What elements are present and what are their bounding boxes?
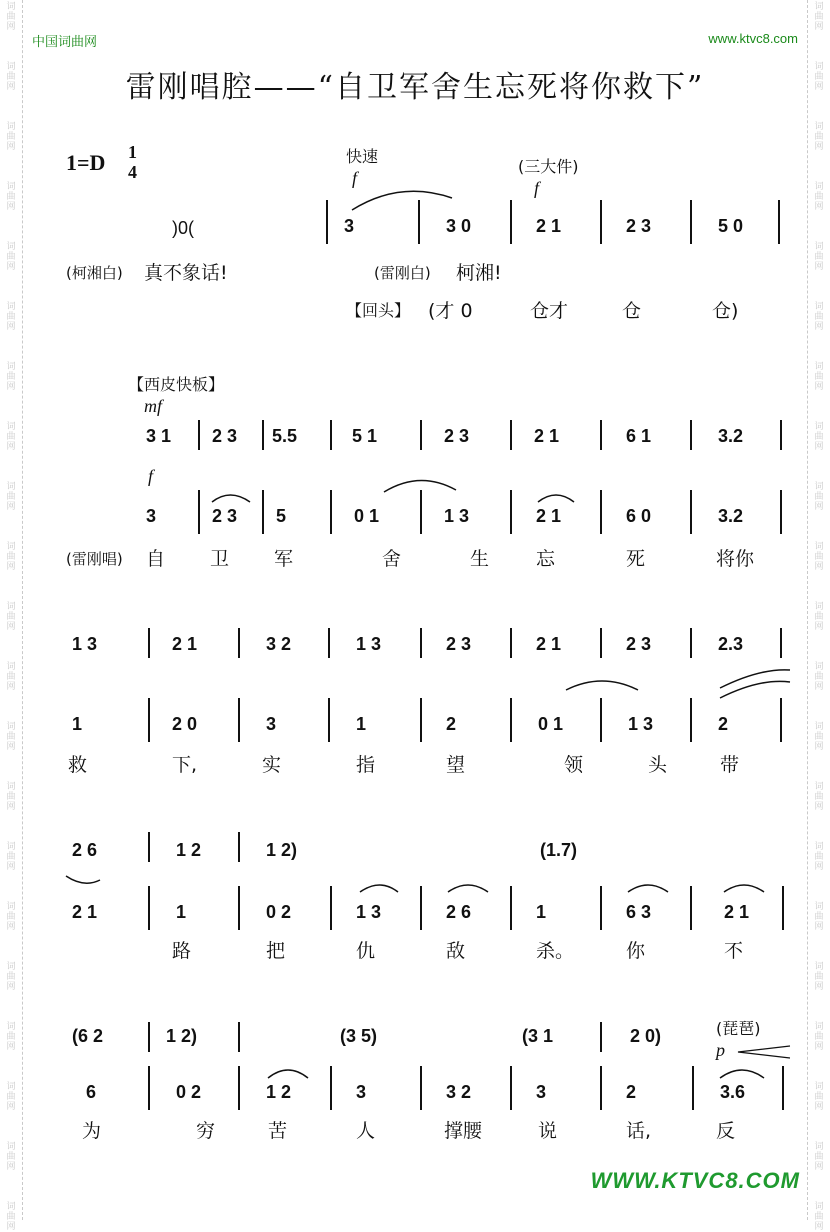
note: 2 3: [626, 216, 652, 236]
huitou-label: 【回头】: [346, 301, 411, 320]
lyric-syllable: 杀。: [536, 940, 575, 962]
lyric-syllable: 仇: [356, 940, 376, 962]
time-signature: 1 4: [128, 142, 137, 182]
note: 3 0: [446, 216, 472, 236]
accomp-note: 2 3: [212, 426, 238, 446]
barline: [692, 1066, 694, 1110]
accomp-note: 2 3: [446, 634, 472, 654]
barline: [420, 1066, 422, 1110]
vocal-note: 1: [536, 902, 547, 922]
side-watermark-text: 词 曲 网: [814, 602, 824, 632]
side-watermark-text: 词 曲 网: [6, 962, 16, 992]
lyric-syllable: 把: [266, 940, 286, 962]
lyric-syllable: 指: [356, 754, 376, 776]
side-watermark-text: 词 曲 网: [6, 302, 16, 332]
barline: [510, 1066, 512, 1110]
barline: [420, 698, 422, 742]
vocal-note: 3.2: [718, 506, 744, 526]
vocal-note: 2: [446, 714, 457, 734]
vocal-note: 1 3: [628, 714, 654, 734]
barline: [600, 200, 602, 244]
barline: [780, 490, 782, 534]
side-watermark-text: 词 曲 网: [814, 782, 824, 812]
barline: [510, 420, 512, 450]
barline: [148, 628, 150, 658]
barline: [510, 200, 512, 244]
side-watermark-text: 词 曲 网: [814, 1082, 824, 1112]
lyric-syllable: 苦: [268, 1120, 288, 1142]
vocal-note: 1 2: [266, 1082, 292, 1102]
vocal-note: 0 1: [538, 714, 564, 734]
accomp-note: 1 3: [356, 634, 382, 654]
vocal-note: 3: [266, 714, 277, 734]
barline: [690, 628, 692, 658]
side-watermark-text: 词 曲 网: [6, 62, 16, 92]
lyric-syllable: 生: [470, 548, 490, 570]
vocal-note: 2 0: [172, 714, 198, 734]
accomp-note: (3 5): [340, 1026, 378, 1046]
barline: [510, 628, 512, 658]
spoken-line-2: 柯湘!: [456, 262, 502, 284]
percussion-syllable: 仓: [622, 300, 642, 322]
accomp-note: 3.2: [718, 426, 744, 446]
vocal-note: 2: [718, 714, 729, 734]
lyric-syllable: 不: [724, 940, 744, 962]
side-watermark-text: 词 曲 网: [814, 62, 824, 92]
vocal-note: 6 0: [626, 506, 652, 526]
side-watermark-text: 词 曲 网: [814, 1202, 824, 1232]
barline: [148, 1022, 150, 1052]
section-label-xipi: 【西皮快板】: [128, 375, 225, 394]
side-watermark-text: 词 曲 网: [814, 722, 824, 752]
lyric-syllable: 路: [172, 940, 192, 962]
accomp-note: 2.3: [718, 634, 744, 654]
vocal-note: 1 3: [356, 902, 382, 922]
vocal-note: 0 2: [176, 1082, 202, 1102]
note: 5 0: [718, 216, 744, 236]
side-watermark-text: 词 曲 网: [6, 1142, 16, 1172]
lyric-syllable: 死: [626, 548, 646, 570]
side-watermark-text: 词 曲 网: [6, 422, 16, 452]
side-watermark-text: 词 曲 网: [6, 242, 16, 272]
barline: [600, 1022, 602, 1052]
accomp-note: 3 1: [146, 426, 172, 446]
side-watermark-text: 词 曲 网: [814, 902, 824, 932]
vocal-note: 1: [176, 902, 187, 922]
vocal-note: 3.6: [720, 1082, 746, 1102]
side-watermark-text: 词 曲 网: [6, 182, 16, 212]
side-watermark-text: 词 曲 网: [814, 242, 824, 272]
side-watermark-text: 词 曲 网: [814, 962, 824, 992]
side-watermark-text: 词 曲 网: [814, 1142, 824, 1172]
note: 2 1: [536, 216, 562, 236]
lyric-syllable: 舍: [382, 548, 402, 570]
lyric-syllable: 军: [274, 548, 294, 570]
side-watermark-text: 词 曲 网: [6, 362, 16, 392]
accomp-note: 2 3: [444, 426, 470, 446]
barline: [148, 698, 150, 742]
note: 3: [344, 216, 355, 236]
lyric-syllable: 撑腰: [444, 1120, 483, 1142]
barline: [420, 490, 422, 534]
lyric-syllable: 穷: [196, 1120, 216, 1142]
dynamic-f-2: f: [534, 178, 540, 198]
vocal-note: 6 3: [626, 902, 652, 922]
side-watermark-text: 词 曲 网: [6, 662, 16, 692]
lyric-syllable: 领: [564, 754, 584, 776]
lyric-syllable: 下,: [172, 754, 198, 776]
barline: [238, 886, 240, 930]
site-url-right: www.ktvc8.com: [708, 31, 798, 46]
footer-watermark: WWW.KTVC8.COM: [590, 1168, 800, 1193]
accomp-note: 3 2: [266, 634, 292, 654]
barline: [148, 1066, 150, 1110]
barline: [328, 698, 330, 742]
lyric-syllable: 实: [262, 754, 282, 776]
barline: [690, 420, 692, 450]
lyric-syllable: 话,: [626, 1120, 652, 1142]
barline: [262, 490, 264, 534]
barline: [326, 200, 328, 244]
side-watermark-text: 词 曲 网: [6, 1022, 16, 1052]
side-watermark-text: 词 曲 网: [814, 482, 824, 512]
side-watermark-text: 词 曲 网: [6, 842, 16, 872]
accomp-note: 5.5: [272, 426, 298, 446]
dynamic-f-3: f: [148, 466, 154, 486]
barline: [330, 420, 332, 450]
accomp-note: 1 2): [266, 840, 298, 860]
barline: [418, 200, 420, 244]
vocal-note: 2: [626, 1082, 637, 1102]
side-watermark-text: 词 曲 网: [6, 782, 16, 812]
barline: [262, 420, 264, 450]
vocal-note: 2 1: [536, 506, 562, 526]
accomp-note: 2 1: [172, 634, 198, 654]
side-watermark-text: 词 曲 网: [814, 362, 824, 392]
lyric-syllable: 卫: [210, 548, 230, 570]
barline: [238, 1066, 240, 1110]
vocal-note: 2 6: [446, 902, 472, 922]
barline: [148, 886, 150, 930]
lyric-syllable: 救: [68, 754, 88, 776]
barline: [782, 1066, 784, 1110]
key-signature: 1=D: [66, 150, 106, 175]
vocal-note: 1: [356, 714, 367, 734]
barline: [690, 490, 692, 534]
vocal-note: 0 1: [354, 506, 380, 526]
vocal-note: 3: [356, 1082, 367, 1102]
accomp-note: 5 1: [352, 426, 378, 446]
barline: [420, 886, 422, 930]
vocal-note: 6: [86, 1082, 97, 1102]
vocal-note: 3 2: [446, 1082, 472, 1102]
barline: [420, 420, 422, 450]
barline: [328, 628, 330, 658]
barline: [690, 200, 692, 244]
side-watermark-text: 词 曲 网: [814, 842, 824, 872]
dynamic-mf: mf: [144, 396, 162, 416]
vocal-note: 3: [536, 1082, 547, 1102]
speaker-leigang: (雷刚白): [374, 264, 431, 282]
barline: [780, 698, 782, 742]
percussion-syllable: (才 0: [428, 300, 473, 322]
instrument-note-pipa: (琵琶): [716, 1019, 761, 1038]
side-watermark-text: 词 曲 网: [6, 722, 16, 752]
spoken-line-1: 真不象话!: [144, 262, 228, 284]
vocal-note: 0 2: [266, 902, 292, 922]
side-watermark-text: 词 曲 网: [814, 542, 824, 572]
percussion-syllable: 仓): [712, 300, 739, 322]
tempo-marking: 快速: [346, 147, 379, 166]
barline: [198, 420, 200, 450]
barline: [600, 698, 602, 742]
percussion-syllable: 仓才: [530, 300, 569, 322]
side-watermark-text: 词 曲 网: [6, 902, 16, 932]
side-watermark-text: 词 曲 网: [814, 422, 824, 452]
barline: [330, 1066, 332, 1110]
barline: [330, 490, 332, 534]
barline: [600, 1066, 602, 1110]
barline: [330, 886, 332, 930]
lyric-syllable: 为: [82, 1120, 102, 1142]
barline: [510, 490, 512, 534]
barline: [778, 200, 780, 244]
accomp-note: 1 2): [166, 1026, 198, 1046]
instrument-note: (三大件): [518, 157, 579, 176]
vocal-note: 1: [72, 714, 83, 734]
barline: [780, 628, 782, 658]
side-watermark-text: 词 曲 网: [814, 182, 824, 212]
barline: [148, 832, 150, 862]
lyric-syllable: 带: [720, 754, 740, 776]
vocal-note: 2 1: [72, 902, 98, 922]
accomp-note: (1.7): [540, 840, 578, 860]
barline: [198, 490, 200, 534]
accomp-note: (6 2: [72, 1026, 104, 1046]
barline: [600, 490, 602, 534]
side-watermark-text: 词 曲 网: [814, 122, 824, 152]
side-watermark-text: 词 曲 网: [814, 1022, 824, 1052]
barline: [690, 886, 692, 930]
barline: [238, 1022, 240, 1052]
barline: [238, 832, 240, 862]
vocal-note: 2 3: [212, 506, 238, 526]
vocal-note: 5: [276, 506, 287, 526]
accomp-note: (3 1: [522, 1026, 554, 1046]
accomp-note: 1 3: [72, 634, 98, 654]
singer-label: (雷刚唱): [66, 550, 123, 568]
lyric-syllable: 将你: [716, 548, 755, 570]
lyric-syllable: 头: [648, 754, 668, 776]
vocal-note: 1 3: [444, 506, 470, 526]
barline: [510, 698, 512, 742]
barline: [600, 420, 602, 450]
barline: [782, 886, 784, 930]
lyric-syllable: 忘: [536, 548, 556, 570]
barline: [420, 628, 422, 658]
barline: [780, 420, 782, 450]
side-watermark-text: 词 曲 网: [814, 662, 824, 692]
lyric-syllable: 反: [716, 1120, 736, 1142]
lyric-syllable: 你: [626, 940, 646, 962]
side-watermark-text: 词 曲 网: [6, 1202, 16, 1232]
vocal-note: 3: [146, 506, 157, 526]
lyric-syllable: 望: [446, 754, 466, 776]
speaker-kexiang: (柯湘白): [66, 264, 123, 282]
dynamic-p: p: [716, 1040, 725, 1060]
page-title: 雷刚唱腔——“自卫军舍生忘死将你救下”: [125, 70, 705, 105]
rest-pattern: )0(: [172, 218, 194, 238]
lyric-syllable: 说: [538, 1120, 558, 1142]
barline: [690, 698, 692, 742]
side-watermark-text: 词 曲 网: [814, 302, 824, 332]
barline: [238, 628, 240, 658]
barline: [600, 628, 602, 658]
side-watermark-text: 词 曲 网: [6, 122, 16, 152]
accomp-note: 2 1: [534, 426, 560, 446]
accomp-note: 2 0): [630, 1026, 662, 1046]
site-name-left: 中国词曲网: [32, 35, 98, 50]
side-watermark-text: 词 曲 网: [6, 602, 16, 632]
barline: [238, 698, 240, 742]
side-watermark-text: 词 曲 网: [6, 1082, 16, 1112]
barline: [510, 886, 512, 930]
lyric-syllable: 人: [356, 1120, 376, 1142]
accomp-note: 2 3: [626, 634, 652, 654]
accomp-note: 2 6: [72, 840, 98, 860]
barline: [600, 886, 602, 930]
side-watermark-text: 词 曲 网: [6, 2, 16, 32]
accomp-note: 2 1: [536, 634, 562, 654]
side-watermark-text: 词 曲 网: [6, 482, 16, 512]
accomp-note: 1 2: [176, 840, 202, 860]
side-watermark-text: 词 曲 网: [6, 542, 16, 572]
lyric-syllable: 自: [146, 548, 166, 570]
vocal-note: 2 1: [724, 902, 750, 922]
side-watermark-text: 词 曲 网: [814, 2, 824, 32]
dynamic-f: f: [352, 168, 358, 188]
lyric-syllable: 敌: [446, 940, 466, 962]
accomp-note: 6 1: [626, 426, 652, 446]
